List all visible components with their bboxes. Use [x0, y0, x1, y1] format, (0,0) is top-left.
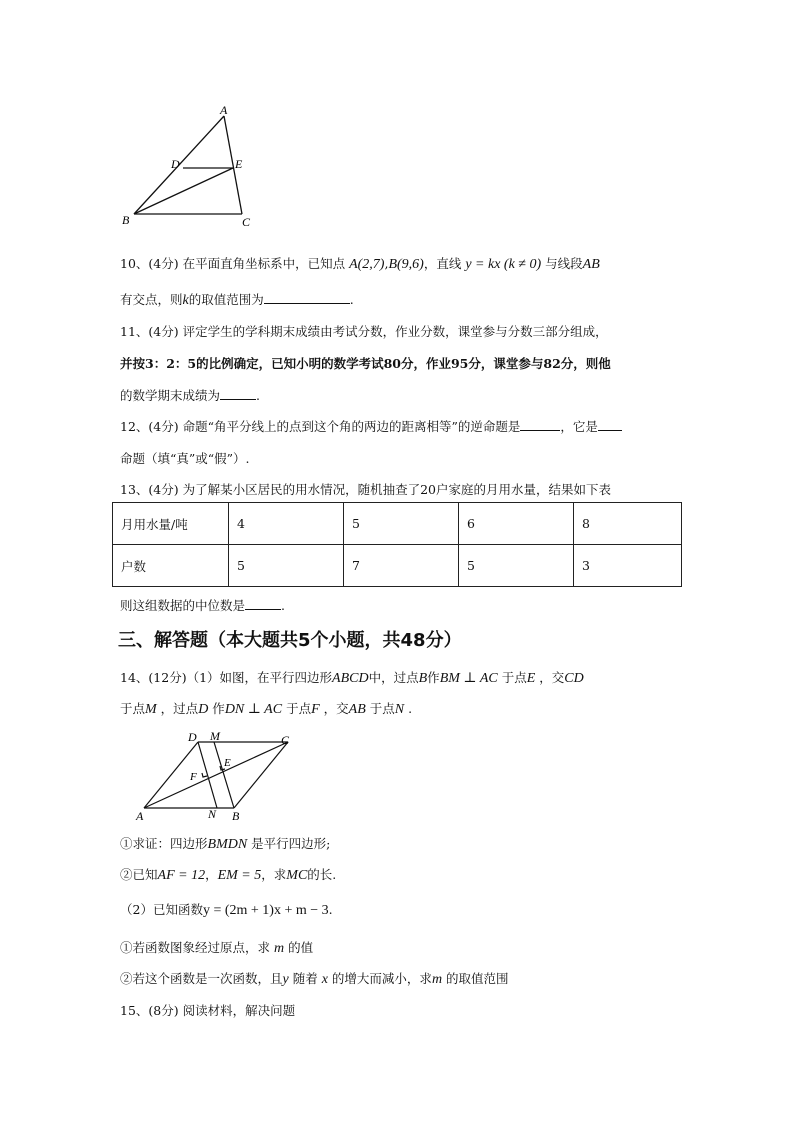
question-14-part4: ①若函数图象经过原点，求 m 的值 — [120, 940, 314, 956]
question-14-part3: （2）已知函数y = (2m + 1)x + m − 3. — [120, 902, 333, 918]
question-14-part5: ②若这个函数是一次函数，且y 随着 x 的增大而减小，求m 的取值范围 — [120, 971, 509, 987]
question-10-line1: 10、(4分) 在平面直角坐标系中，已知点 A(2,7),B(9,6)，直线 y = kx (k ≠ 0) 与线段AB — [120, 256, 600, 272]
table-cell: 5 — [229, 545, 344, 587]
parallelogram-figure — [128, 728, 300, 824]
table-cell: 户数 — [113, 545, 229, 587]
triangle-figure — [118, 104, 268, 230]
table-cell: 5 — [344, 503, 459, 545]
label-f: F — [190, 771, 197, 783]
answer-blank-12b[interactable] — [598, 418, 622, 431]
answer-blank-12a[interactable] — [520, 418, 560, 431]
question-12-line2: 命题（填“真”或“假”）. — [120, 451, 250, 466]
table-row — [113, 545, 682, 587]
segment-dn — [198, 742, 217, 808]
table-cell: 4 — [229, 503, 344, 545]
question-14-line2: 于点M ，过点D 作DN ⊥ AC 于点F ，交AB 于点N . — [120, 701, 413, 717]
question-14-part2: ②已知AF = 12，EM = 5，求MC的长. — [120, 867, 337, 883]
section-heading: 三、解答题（本大题共5个小题，共48分） — [118, 630, 462, 651]
question-10-line2: 有交点，则k的取值范围为 . — [120, 292, 354, 308]
table-cell: 8 — [574, 503, 682, 545]
label-a: A — [136, 809, 144, 823]
table-row — [113, 503, 682, 545]
question-11-line2: 并按3：2：5的比例确定，已知小明的数学考试80分，作业95分，课堂参与82分，则他 — [120, 356, 611, 371]
label-m: M — [210, 729, 220, 743]
question-13-after: 则这组数据的中位数是 . — [120, 598, 285, 613]
label-c: C — [281, 733, 290, 747]
answer-blank-11[interactable] — [220, 387, 256, 400]
segment-bc — [234, 742, 288, 808]
label-d: D — [188, 730, 197, 744]
question-14-part1: ①求证：四边形BMDN 是平行四边形; — [120, 836, 331, 852]
question-11-line1: 11、(4分) 评定学生的学科期末成绩由考试分数，作业分数，课堂参与分数三部分组成， — [120, 324, 608, 339]
label-e: E — [224, 757, 231, 769]
label-n: N — [208, 807, 217, 821]
table-cell: 3 — [574, 545, 682, 587]
water-usage-table — [112, 502, 682, 587]
question-15-line1: 15、(8分) 阅读材料，解决问题 — [120, 1003, 296, 1018]
table-cell: 月用水量/吨 — [113, 503, 229, 545]
question-14-line1: 14、(12分)（1）如图，在平行四边形ABCD中，过点B作BM ⊥ AC 于点E ，交CD — [120, 670, 584, 686]
label-b: B — [122, 213, 130, 227]
question-12-line1: 12、(4分) 命题“角平分线上的点到这个角的两边的距离相等”的逆命题是 ，它是 — [120, 417, 622, 435]
label-a: A — [220, 104, 228, 117]
table-cell: 7 — [344, 545, 459, 587]
label-b: B — [232, 809, 240, 823]
table-cell: 5 — [459, 545, 574, 587]
right-angle-mark-f — [202, 773, 207, 777]
label-d: D — [171, 157, 180, 171]
label-e: E — [235, 157, 243, 171]
label-c: C — [242, 215, 251, 229]
question-13-line1: 13、(4分) 为了解某小区居民的用水情况，随机抽查了20户家庭的月用水量，结果如下表 — [120, 482, 611, 497]
question-11-line3: 的数学期末成绩为 . — [120, 388, 260, 403]
answer-blank-13[interactable] — [245, 597, 281, 610]
segment-ac — [144, 742, 288, 808]
segment-be — [134, 168, 233, 214]
answer-blank-10[interactable] — [264, 291, 350, 304]
table-cell: 6 — [459, 503, 574, 545]
